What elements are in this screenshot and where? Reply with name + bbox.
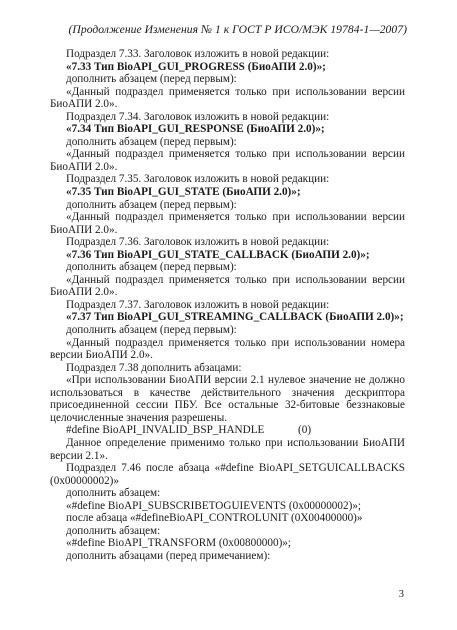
define-value: (0) [298, 424, 312, 437]
heading-7-35: «7.35 Тип BioAPI_GUI_STATE (БиоАПИ 2.0)»; [66, 186, 301, 199]
heading-7-36: «7.36 Тип BioAPI_GUI_STATE_CALLBACK (БиоАПИ 2.0)»; [66, 248, 370, 261]
paragraph-7-33-note: «Данный подраздел применяется только при использовании версии БиоАПИ 2.0». [50, 85, 405, 111]
heading-7-33: «7.33 Тип BioAPI_GUI_PROGRESS (БиоАПИ 2.0)»; [66, 60, 326, 73]
paragraph-7-36-add: дополнить абзацем (перед первым): [66, 261, 237, 274]
define-name: #define BioAPI_INVALID_BSP_HANDLE [66, 424, 265, 437]
document-body [50, 48, 405, 562]
paragraph-7-34-note: «Данный подраздел применяется только при использовании версии БиоАПИ 2.0». [50, 148, 405, 173]
paragraph-7-34-add: дополнить абзацем (перед первым): [66, 135, 237, 148]
paragraph-7-46-add-1: дополнить абзацем: [66, 487, 161, 500]
paragraph-7-34-instruction: Подраздел 7.34. Заголовок изложить в новой редакции: [66, 110, 330, 123]
paragraph-7-35-note: «Данный подраздел применяется только при использовании версии БиоАПИ 2.0». [50, 211, 405, 236]
paragraph-7-37-note: «Данный подраздел применяется только при использовании номера версии БиоАПИ 2.0». [50, 336, 405, 362]
paragraph-7-35-add: дополнить абзацем (перед первым): [66, 198, 237, 211]
paragraph-7-38-applicability: Данное определение применимо только при использовании БиоАПИ версии 2.1». [50, 436, 405, 462]
paragraph-7-35-instruction: Подраздел 7.35. Заголовок изложить в новой редакции: [66, 173, 330, 186]
paragraph-7-38-instruction: Подраздел 7.38 дополнить абзацами: [66, 361, 242, 374]
define-invalid-bsp-handle [50, 424, 405, 437]
paragraph-7-33-instruction: Подраздел 7.33. Заголовок изложить в новой редакции: [66, 48, 330, 60]
paragraph-7-46-add-3: дополнить абзацами (перед примечанием): [66, 549, 271, 562]
page-header: (Продолжение Изменения № 1 к ГОСТ Р ИСО/МЭК 19784-1—2007) [68, 23, 407, 36]
paragraph-7-37-instruction: Подраздел 7.37. Заголовок изложить в новой редакции: [66, 298, 330, 311]
paragraph-7-46-define-1: «#define BioAPI_SUBSCRIBETOGUIEVENTS (0x00000002)»; [66, 499, 362, 512]
heading-7-37: «7.37 Тип BioAPI_GUI_STREAMING_CALLBACK (БиоАПИ 2.0)»; [66, 311, 404, 324]
paragraph-7-38-text: «При использовании БиоАПИ версии 2.1 нулевое значение не должно использоваться в качестве действительного значения дескриптора присоединенной сессии ПБУ. Все остальные 32-битовые беззнаковые целочисленные значения разрешены. [50, 374, 405, 424]
paragraph-7-46-instruction: Подраздел 7.46 после абзаца «#define BioAPI_SETGUICALLBACKS (0x00000002)» [50, 462, 405, 487]
paragraph-7-46-define-2: «#define BioAPI_TRANSFORM (0x00800000)»; [66, 537, 291, 550]
paragraph-7-46-add-2: дополнить абзацем: [66, 524, 161, 537]
paragraph-7-37-add: дополнить абзацем (перед первым): [66, 324, 237, 337]
paragraph-7-46-after: после абзаца «#defineBioAPI_CONTROLUNIT (0X00400000)» [66, 512, 363, 525]
paragraph-7-36-instruction: Подраздел 7.36. Заголовок изложить в новой редакции: [66, 236, 330, 249]
heading-7-34: «7.34 Тип BioAPI_GUI_RESPONSE (БиоАПИ 2.0)»; [66, 123, 325, 136]
paragraph-7-36-note: «Данный подраздел применяется только при использовании версии БиоАПИ 2.0». [50, 273, 405, 299]
page-number: 3 [398, 589, 404, 600]
paragraph-7-33-add: дополнить абзацем (перед первым): [66, 73, 237, 86]
